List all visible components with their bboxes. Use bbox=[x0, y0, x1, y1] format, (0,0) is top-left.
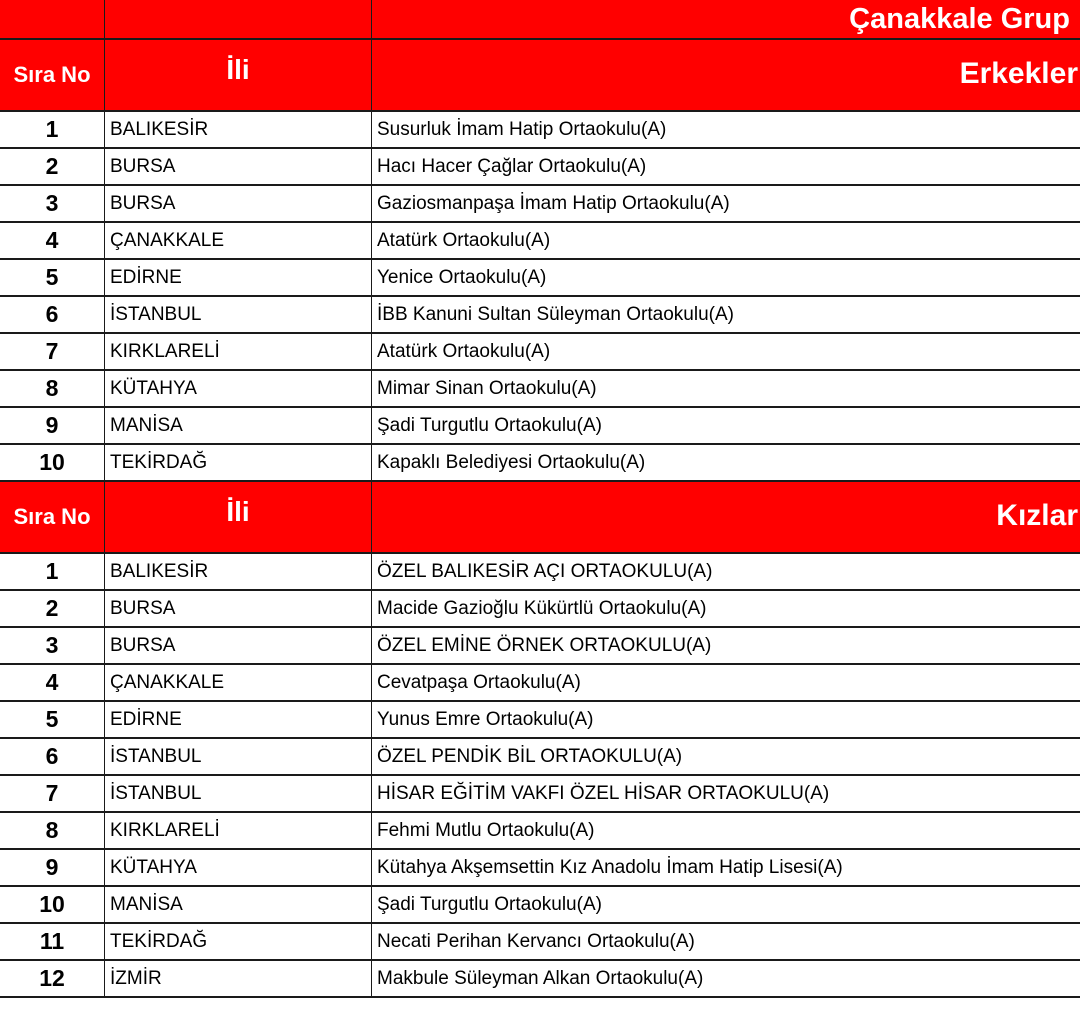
province-cell[interactable]: BURSA bbox=[105, 628, 372, 665]
province-cell[interactable]: EDİRNE bbox=[105, 260, 372, 297]
rank-cell[interactable]: 11 bbox=[0, 924, 105, 961]
girls-table-row bbox=[0, 850, 1080, 887]
boys-table-body bbox=[0, 112, 1080, 482]
province-cell[interactable]: BALIKESİR bbox=[105, 112, 372, 149]
school-cell[interactable]: Atatürk Ortaokulu(A) bbox=[372, 334, 1080, 371]
school-cell[interactable]: ÖZEL EMİNE ÖRNEK ORTAOKULU(A) bbox=[372, 628, 1080, 665]
province-cell[interactable]: EDİRNE bbox=[105, 702, 372, 739]
school-cell[interactable]: Kütahya Akşemsettin Kız Anadolu İmam Hatip Lisesi(A) bbox=[372, 850, 1080, 887]
rank-cell[interactable]: 8 bbox=[0, 371, 105, 408]
boys-table-row bbox=[0, 149, 1080, 186]
rank-cell[interactable]: 4 bbox=[0, 665, 105, 702]
rank-cell[interactable]: 10 bbox=[0, 887, 105, 924]
province-cell[interactable]: MANİSA bbox=[105, 408, 372, 445]
girls-table-row bbox=[0, 776, 1080, 813]
boys-table-row bbox=[0, 371, 1080, 408]
school-cell[interactable]: ÖZEL PENDİK BİL ORTAOKULU(A) bbox=[372, 739, 1080, 776]
boys-section-title[interactable]: Erkekler bbox=[372, 40, 1080, 112]
girls-section-title[interactable]: Kızlar bbox=[372, 482, 1080, 554]
boys-table-row bbox=[0, 112, 1080, 149]
girls-header-province[interactable]: İli bbox=[105, 482, 372, 554]
girls-table-row bbox=[0, 591, 1080, 628]
province-cell[interactable]: KIRKLARELİ bbox=[105, 334, 372, 371]
school-cell[interactable]: Yunus Emre Ortaokulu(A) bbox=[372, 702, 1080, 739]
school-cell[interactable]: Şadi Turgutlu Ortaokulu(A) bbox=[372, 887, 1080, 924]
school-cell[interactable]: Fehmi Mutlu Ortaokulu(A) bbox=[372, 813, 1080, 850]
girls-table-row bbox=[0, 813, 1080, 850]
girls-table-row bbox=[0, 628, 1080, 665]
rank-cell[interactable]: 8 bbox=[0, 813, 105, 850]
province-cell[interactable]: KÜTAHYA bbox=[105, 850, 372, 887]
rank-cell[interactable]: 3 bbox=[0, 186, 105, 223]
province-cell[interactable]: BURSA bbox=[105, 149, 372, 186]
rank-cell[interactable]: 12 bbox=[0, 961, 105, 998]
school-cell[interactable]: Macide Gazioğlu Kükürtlü Ortaokulu(A) bbox=[372, 591, 1080, 628]
province-cell[interactable]: TEKİRDAĞ bbox=[105, 924, 372, 961]
school-cell[interactable]: Makbule Süleyman Alkan Ortaokulu(A) bbox=[372, 961, 1080, 998]
rank-cell[interactable]: 3 bbox=[0, 628, 105, 665]
province-cell[interactable]: KIRKLARELİ bbox=[105, 813, 372, 850]
rank-cell[interactable]: 2 bbox=[0, 591, 105, 628]
rank-cell[interactable]: 9 bbox=[0, 408, 105, 445]
school-cell[interactable]: Şadi Turgutlu Ortaokulu(A) bbox=[372, 408, 1080, 445]
school-cell[interactable]: Susurluk İmam Hatip Ortaokulu(A) bbox=[372, 112, 1080, 149]
boys-table-row bbox=[0, 297, 1080, 334]
girls-table-row bbox=[0, 887, 1080, 924]
province-cell[interactable]: İSTANBUL bbox=[105, 297, 372, 334]
school-cell[interactable]: HİSAR EĞİTİM VAKFI ÖZEL HİSAR ORTAOKULU(A) bbox=[372, 776, 1080, 813]
boys-table-row bbox=[0, 186, 1080, 223]
group-title[interactable]: Çanakkale Grup bbox=[372, 0, 1080, 40]
province-cell[interactable]: MANİSA bbox=[105, 887, 372, 924]
girls-table-row bbox=[0, 961, 1080, 998]
school-cell[interactable]: Yenice Ortaokulu(A) bbox=[372, 260, 1080, 297]
rank-cell[interactable]: 6 bbox=[0, 739, 105, 776]
rank-cell[interactable]: 1 bbox=[0, 554, 105, 591]
province-cell[interactable]: İSTANBUL bbox=[105, 776, 372, 813]
school-cell[interactable]: Hacı Hacer Çağlar Ortaokulu(A) bbox=[372, 149, 1080, 186]
province-cell[interactable]: İZMİR bbox=[105, 961, 372, 998]
girls-table-body bbox=[0, 554, 1080, 998]
rank-cell[interactable]: 5 bbox=[0, 260, 105, 297]
boys-table-row bbox=[0, 408, 1080, 445]
province-cell[interactable]: BALIKESİR bbox=[105, 554, 372, 591]
province-cell[interactable]: TEKİRDAĞ bbox=[105, 445, 372, 482]
school-cell[interactable]: Kapaklı Belediyesi Ortaokulu(A) bbox=[372, 445, 1080, 482]
girls-table-row bbox=[0, 702, 1080, 739]
province-cell[interactable]: ÇANAKKALE bbox=[105, 223, 372, 260]
rank-cell[interactable]: 2 bbox=[0, 149, 105, 186]
province-cell[interactable]: KÜTAHYA bbox=[105, 371, 372, 408]
province-cell[interactable]: BURSA bbox=[105, 591, 372, 628]
school-cell[interactable]: Gaziosmanpaşa İmam Hatip Ortaokulu(A) bbox=[372, 186, 1080, 223]
rank-cell[interactable]: 5 bbox=[0, 702, 105, 739]
rank-cell[interactable]: 10 bbox=[0, 445, 105, 482]
boys-table-row bbox=[0, 223, 1080, 260]
province-cell[interactable]: BURSA bbox=[105, 186, 372, 223]
girls-table-row bbox=[0, 924, 1080, 961]
school-cell[interactable]: Mimar Sinan Ortaokulu(A) bbox=[372, 371, 1080, 408]
girls-header-row bbox=[0, 482, 1080, 554]
boys-header-no[interactable]: Sıra No bbox=[0, 40, 105, 112]
rank-cell[interactable]: 7 bbox=[0, 334, 105, 371]
boys-header-province[interactable]: İli bbox=[105, 40, 372, 112]
boys-table-row bbox=[0, 334, 1080, 371]
title-cell-empty-b[interactable] bbox=[105, 0, 372, 40]
school-cell[interactable]: İBB Kanuni Sultan Süleyman Ortaokulu(A) bbox=[372, 297, 1080, 334]
province-cell[interactable]: İSTANBUL bbox=[105, 739, 372, 776]
boys-table-row bbox=[0, 445, 1080, 482]
title-cell-empty-a[interactable] bbox=[0, 0, 105, 40]
girls-table-row bbox=[0, 554, 1080, 591]
rank-cell[interactable]: 6 bbox=[0, 297, 105, 334]
school-cell[interactable]: Necati Perihan Kervancı Ortaokulu(A) bbox=[372, 924, 1080, 961]
school-cell[interactable]: Atatürk Ortaokulu(A) bbox=[372, 223, 1080, 260]
school-cell[interactable]: Cevatpaşa Ortaokulu(A) bbox=[372, 665, 1080, 702]
rank-cell[interactable]: 7 bbox=[0, 776, 105, 813]
province-cell[interactable]: ÇANAKKALE bbox=[105, 665, 372, 702]
title-row bbox=[0, 0, 1080, 40]
school-cell[interactable]: ÖZEL BALIKESİR AÇI ORTAOKULU(A) bbox=[372, 554, 1080, 591]
rank-cell[interactable]: 4 bbox=[0, 223, 105, 260]
boys-table-row bbox=[0, 260, 1080, 297]
girls-table-row bbox=[0, 665, 1080, 702]
rank-cell[interactable]: 9 bbox=[0, 850, 105, 887]
boys-header-row bbox=[0, 40, 1080, 112]
rank-cell[interactable]: 1 bbox=[0, 112, 105, 149]
girls-table-row bbox=[0, 739, 1080, 776]
girls-header-no[interactable]: Sıra No bbox=[0, 482, 105, 554]
